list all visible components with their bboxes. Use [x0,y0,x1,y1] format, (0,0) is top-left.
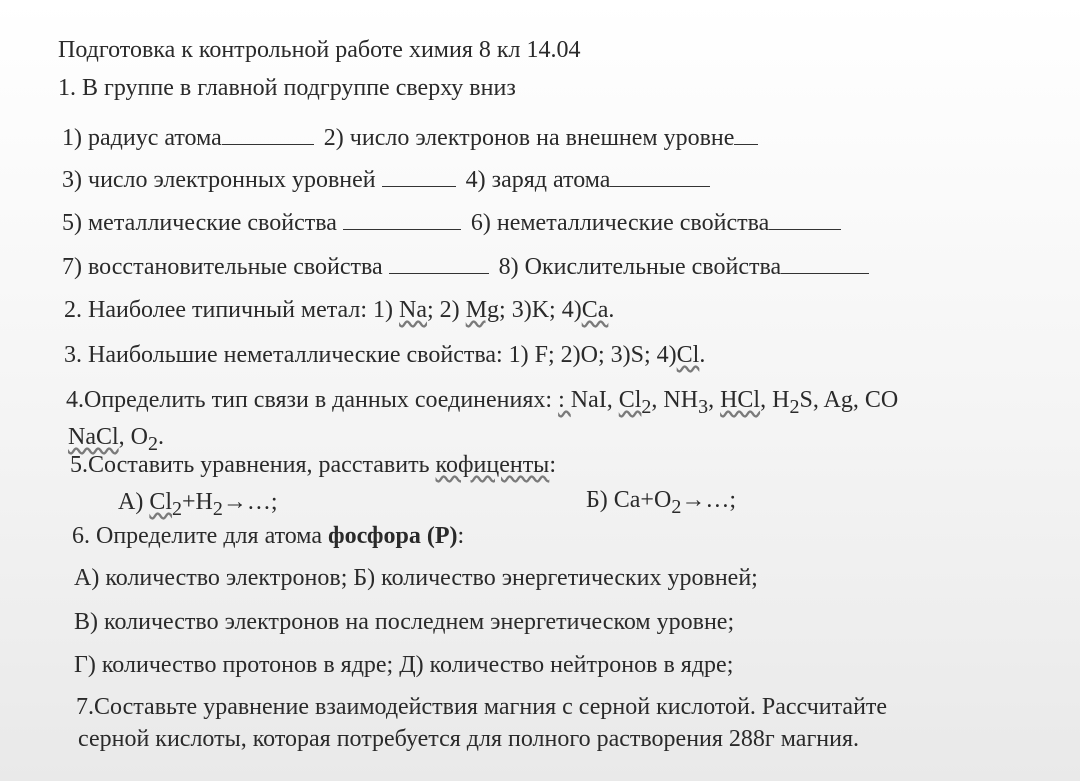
formula: H [772,387,790,413]
q3-option-cl: Cl [676,342,700,368]
compound-o2: , O [118,424,149,450]
sep: , [760,387,773,413]
subscript: 2 [671,495,682,518]
q2-option-na: Na [399,297,428,323]
q5-colon: : [549,452,556,478]
question-7-line-2: серной кислоты, которая потребуется для полного растворения 288г магния. [78,726,860,752]
compound-hcl: HCl [720,387,761,413]
subscript: 2 [641,395,652,418]
question-6-heading [72,522,464,550]
question-7-line-1: 7.Составьте уравнение взаимодействия магния с серной кислотой. Рассчитайте [76,694,888,720]
q2-option-ca: Ca [581,297,609,323]
q5-text: 5.Составить уравнения, расставить [70,452,436,478]
subscript: 3 [698,395,709,418]
q1-row-2 [62,166,710,194]
answer-blank[interactable] [769,209,841,230]
sep: , [708,387,721,413]
q6-element: фосфора (Р) [327,523,458,549]
compound-cl2 [618,387,652,418]
q1-row-1 [62,124,758,152]
q5-coefficients-word: кофиценты [435,452,550,478]
q1-item-1: 1) радиус атома [62,125,222,151]
label: А) [118,489,150,515]
q4-text: 4.Определить тип связи в данных соединениях: [66,387,559,413]
q2-sep: ; 3)K; 4) [499,297,582,323]
sep: , [651,387,664,413]
arrow: →…; [222,489,278,515]
answer-blank[interactable] [389,253,489,274]
arrow: →…; [681,487,736,513]
q4-colon: : [558,387,571,413]
q1-item-3: 3) число электронных уровней [62,167,376,193]
q1-item-6: 6) неметаллические свойства [470,210,770,236]
q1-item-8: 8) Окислительные свойства [498,254,782,280]
compound-ag: Ag [823,387,853,413]
question-3 [64,341,705,369]
q5-equation-b [586,486,736,521]
label: Б) Ca+O [586,487,672,513]
q5-equation-a [118,488,278,523]
compound-h2s [772,387,813,418]
q6-line-3: Г) количество протонов в ядре; Д) количество нейтронов в ядре; [74,652,734,678]
question-5-heading [70,451,556,479]
formula: S [799,387,813,413]
subscript: 2 [148,432,159,455]
q1-item-4: 4) заряд атома [465,167,611,193]
answer-blank[interactable] [382,166,456,187]
q3-end: . [699,342,706,368]
compound-co: CO [864,387,899,413]
compound-nacl: NaCl [68,424,119,450]
q2-sep: ; 2) [427,297,466,323]
compound-nh3 [663,387,709,418]
q3-text: 3. Наибольшие неметаллические свойства: 1) F; 2)O; 3)S; 4) [64,342,677,368]
answer-blank[interactable] [781,253,869,274]
compound-nai: NaI [570,387,607,413]
q2-text: 2. Наиболее типичный метал: 1) [64,297,400,323]
sep: , [606,387,619,413]
formula: NH [663,387,699,413]
q4-end: . [158,424,165,450]
sep: , [852,387,865,413]
q6-text: 6. Определите для атома [72,523,328,549]
page-title: Подготовка к контрольной работе химия 8 кл 14.04 [58,37,581,63]
question-2 [64,296,614,324]
q1-row-4 [62,253,869,281]
q2-option-mg: Mg [465,297,500,323]
formula: +H [182,489,213,515]
sep: , [812,387,824,413]
q6-line-2: В) количество электронов на последнем энергетическом уровне; [74,609,735,635]
q6-colon: : [457,523,465,549]
formula: Cl [149,489,173,515]
q1-item-2: 2) число электронов на внешнем уровне [323,125,735,151]
answer-blank[interactable] [343,209,461,230]
formula: Cl [618,387,642,413]
q1-row-3 [62,209,841,237]
answer-blank[interactable] [222,124,314,145]
q1-item-5: 5) металлические свойства [62,210,337,236]
subscript: 2 [212,497,223,520]
question-1-heading: 1. В группе в главной подгруппе сверху вниз [58,75,516,101]
q1-item-7: 7) восстановительные свойства [62,254,383,280]
question-4 [66,386,898,421]
subscript: 2 [172,497,183,520]
answer-blank[interactable] [734,124,758,145]
q6-line-1: А) количество электронов; Б) количество энергетических уровней; [74,565,758,591]
q2-end: . [608,297,615,323]
answer-blank[interactable] [610,166,710,187]
subscript: 2 [789,395,800,418]
